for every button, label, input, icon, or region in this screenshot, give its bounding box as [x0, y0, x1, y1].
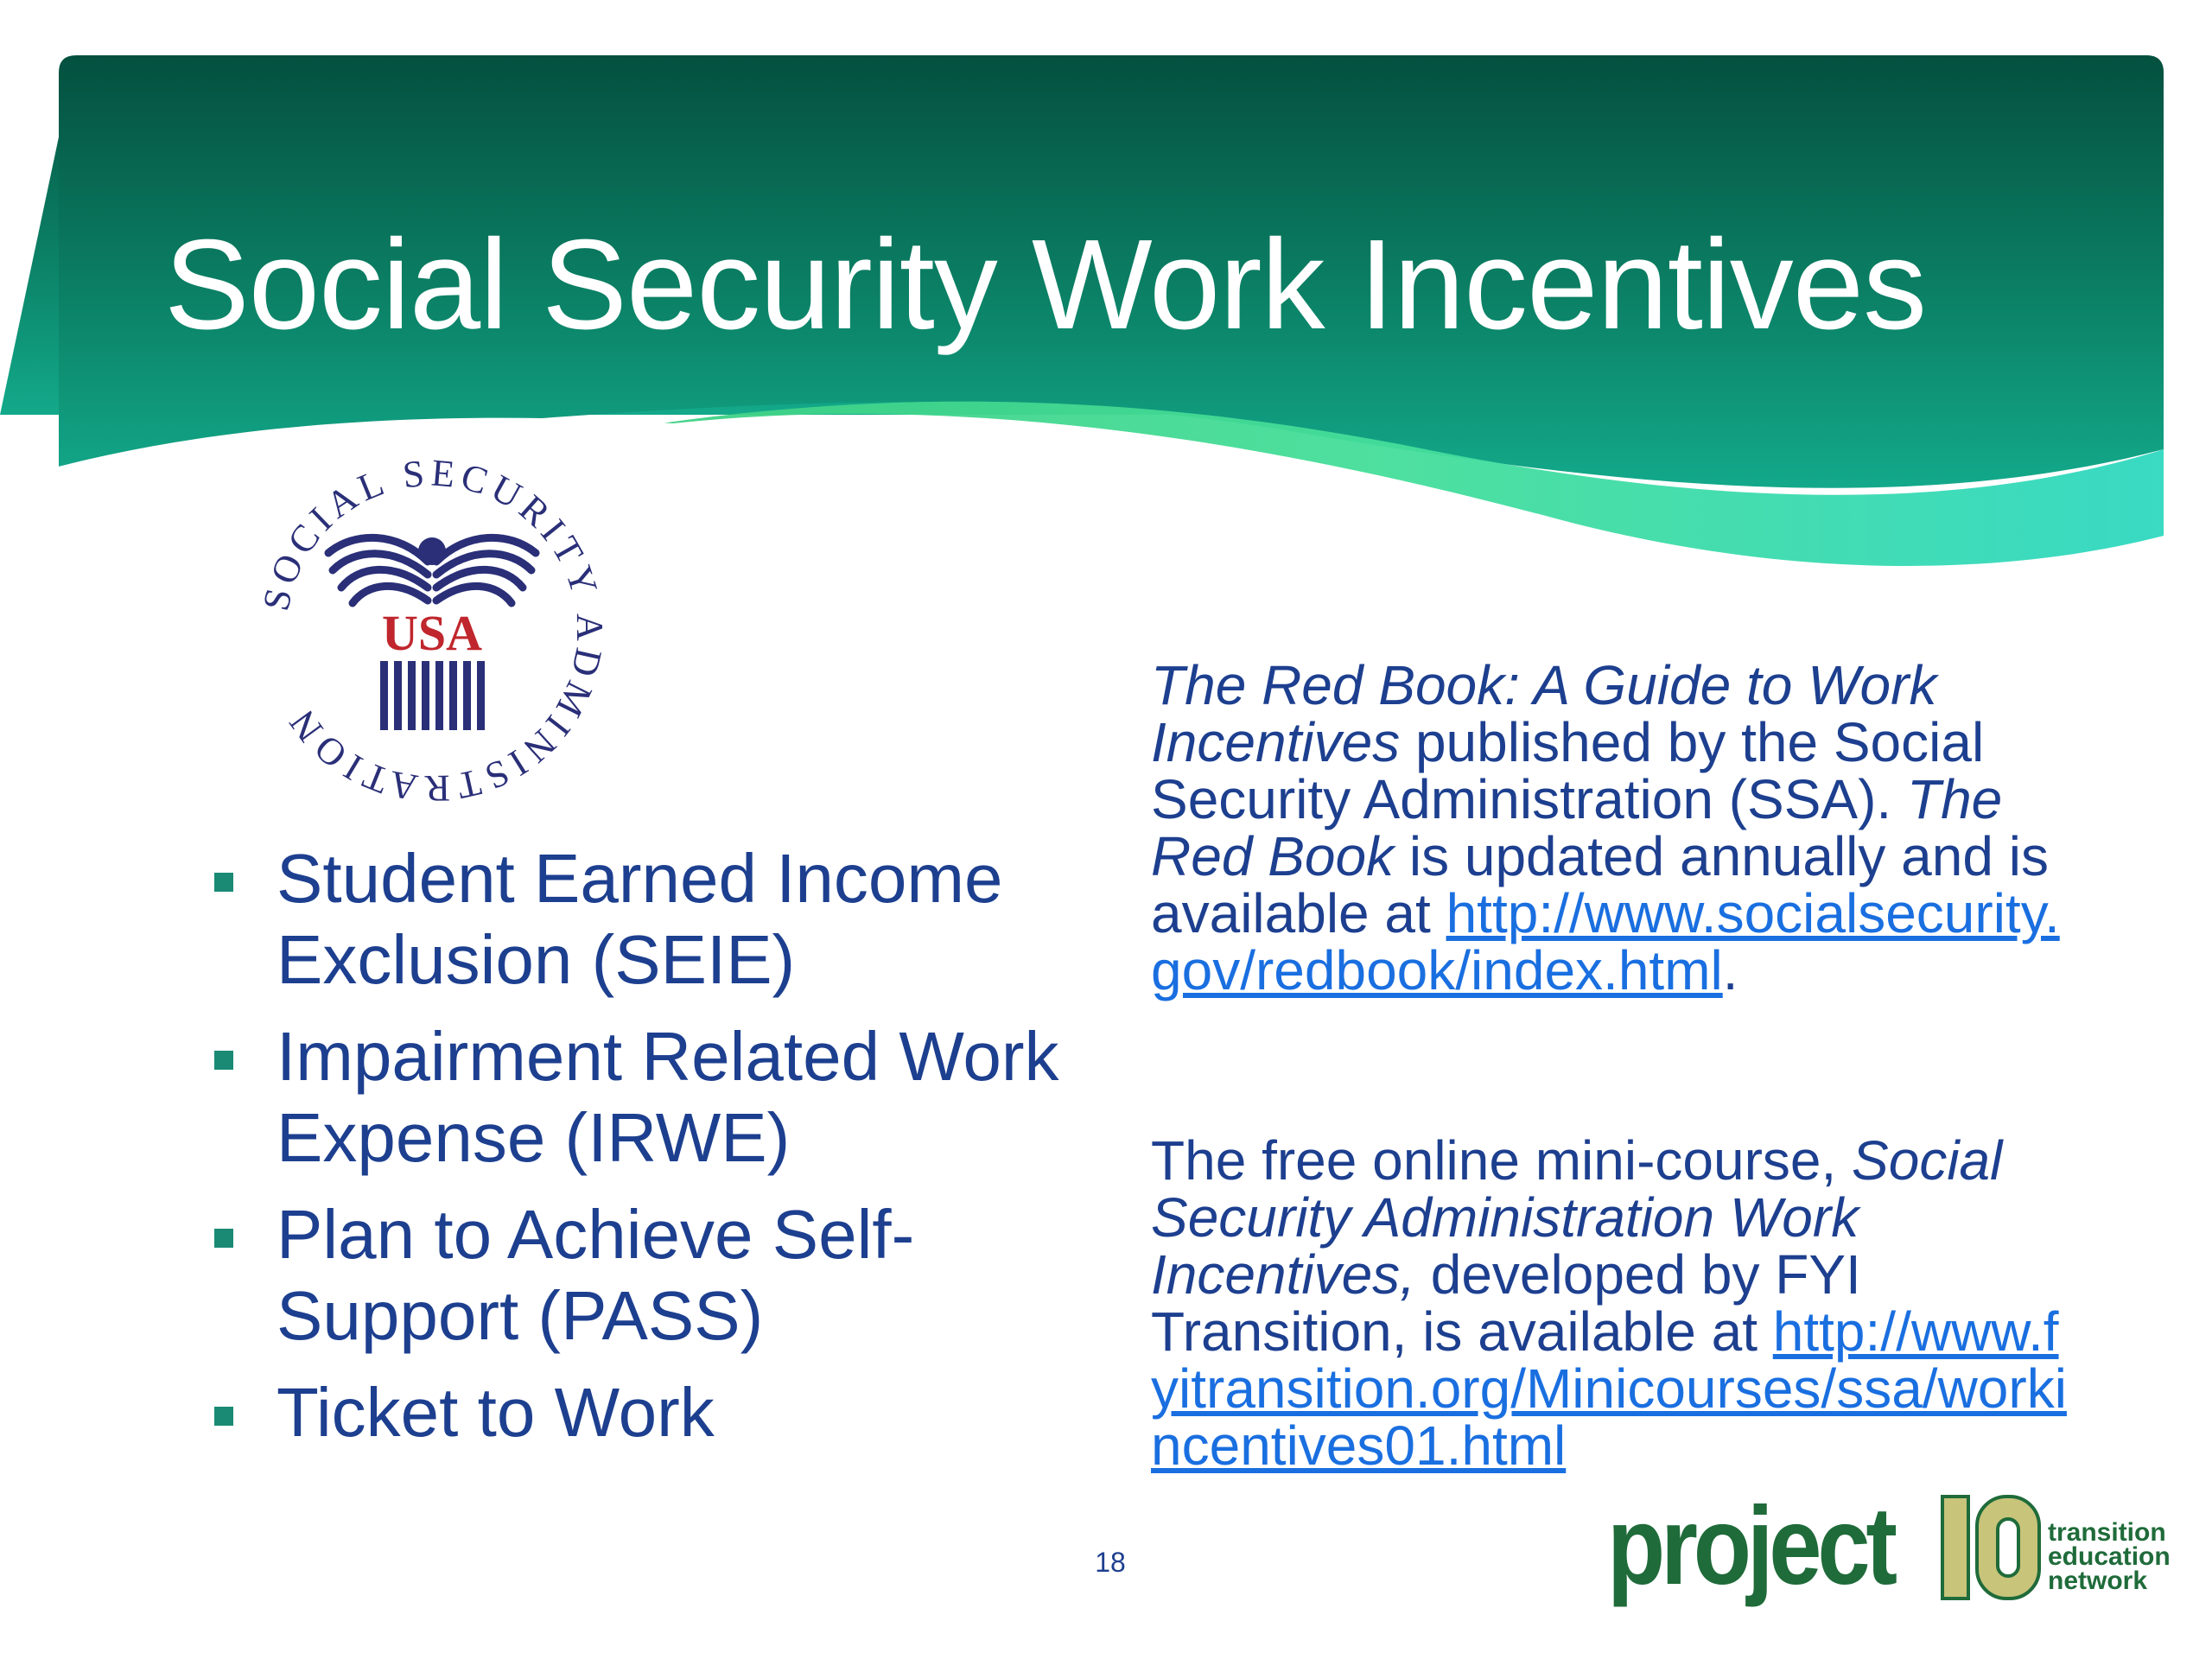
course-text-2: developed by FYI Transition, is available at	[1151, 1243, 1861, 1363]
seal-ring-text: SOCIAL SECURITY ADMINISTRATION	[254, 451, 612, 810]
square-bullet-icon	[214, 1229, 233, 1248]
work-incentives-list	[207, 838, 1089, 1469]
list-item-text: Plan to Achieve Self-Support (PASS)	[276, 1196, 915, 1354]
ssa-seal-logo	[251, 449, 613, 812]
red-book-text-1: published by the Social Security Administration (SSA).	[1151, 711, 1985, 830]
list-item	[207, 1194, 1089, 1357]
list-item-text: Ticket to Work	[276, 1374, 715, 1451]
seal-usa-text: USA	[381, 605, 483, 661]
logo-tagline-line: transition	[2048, 1518, 2166, 1547]
slide-title: Social Security Work Incentives	[164, 213, 1927, 356]
page-number: 18	[1095, 1547, 1126, 1578]
course-text-1: The free online mini-course,	[1151, 1129, 1853, 1192]
list-item	[207, 1016, 1089, 1179]
square-bullet-icon	[214, 1051, 233, 1070]
red-book-text-2: is updated annually and is available at	[1151, 825, 2049, 944]
red-book-period: .	[1722, 939, 1738, 1001]
logo-word: project	[1607, 1484, 1893, 1608]
mini-course-paragraph	[1151, 1129, 2084, 1477]
logo-tagline-line: network	[2048, 1567, 2148, 1595]
course-title: Social Security Administration Work Incentives,	[1151, 1129, 2003, 1306]
course-link[interactable]: http://www.fyitransition.org/Minicourses/ssa/workincentives01.html	[1151, 1300, 2067, 1477]
list-item	[207, 1372, 1089, 1453]
red-book-title: The Red Book: A Guide to Work Incentives	[1151, 654, 1937, 773]
logo-tagline-line: education	[2048, 1542, 2171, 1571]
red-book-paragraph	[1151, 654, 2084, 1001]
list-item-text: Impairment Related Work Expense (IRWE)	[276, 1018, 1059, 1176]
list-item-text: Student Earned Income Exclusion (SEIE)	[276, 840, 1003, 998]
square-bullet-icon	[214, 873, 233, 892]
list-item	[207, 838, 1089, 1001]
logo-number: 10	[1991, 1597, 1993, 1598]
red-book-short-title: The Red Book	[1151, 768, 2003, 887]
project10-logo	[1607, 1486, 2177, 1624]
logo-number-graphic	[1941, 1493, 2043, 1602]
ssa-seal-graphic	[251, 449, 613, 812]
logo-tagline	[2048, 1518, 2177, 1595]
red-book-link[interactable]: http://www.socialsecurity.gov/redbook/index.html	[1151, 882, 2060, 1001]
square-bullet-icon	[214, 1407, 233, 1426]
